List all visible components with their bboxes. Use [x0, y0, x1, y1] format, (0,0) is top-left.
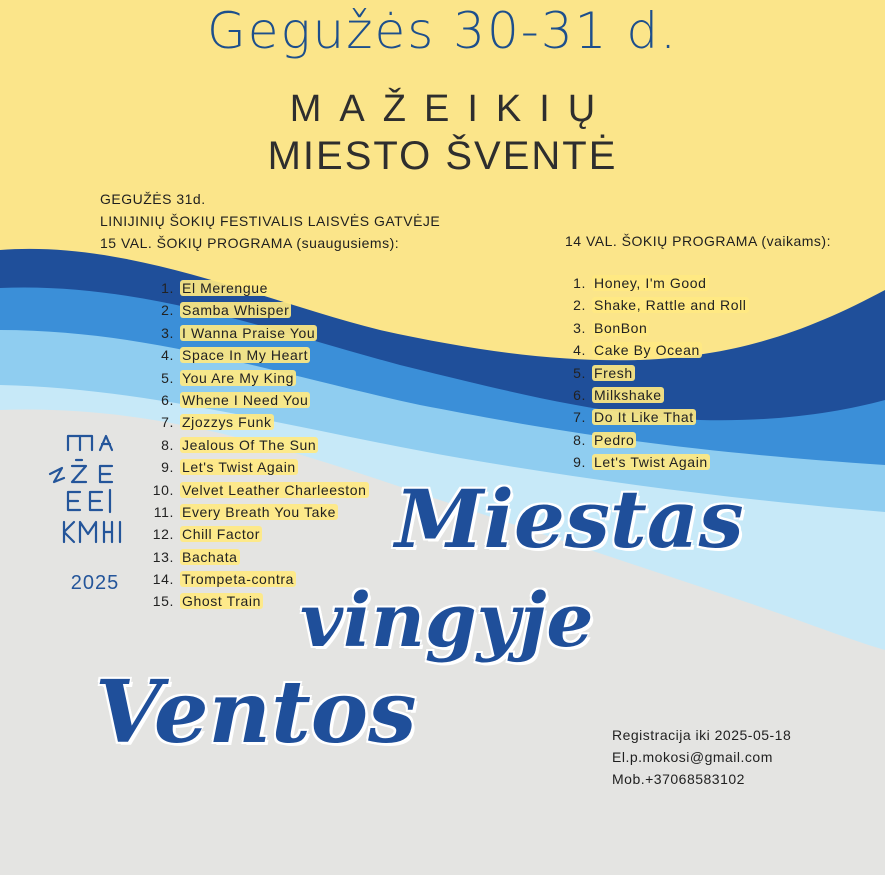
list-item: [148, 523, 369, 545]
list-item: [560, 272, 749, 294]
list-item-title: Let's Twist Again: [182, 459, 296, 476]
slogan-line-1: Miestas: [395, 472, 744, 566]
list-item-title: Ghost Train: [182, 593, 261, 610]
list-item: [148, 501, 369, 523]
list-item-title: Trompeta-contra: [182, 571, 294, 588]
list-item-number: 4.: [573, 342, 586, 359]
list-item: [148, 299, 369, 321]
list-item-title: Chill Factor: [182, 526, 260, 543]
list-item-number: 13.: [152, 548, 174, 565]
list-item-title: Milkshake: [594, 386, 662, 403]
registration-deadline: Registracija iki 2025-05-18: [612, 727, 792, 743]
contact-phone: Mob.+37068583102: [612, 771, 745, 787]
list-item-number: 14.: [152, 571, 174, 588]
list-item-number: 3.: [161, 324, 174, 341]
list-item: [148, 367, 369, 389]
list-item-title: Cake By Ocean: [594, 342, 700, 359]
list-item-number: 12.: [152, 526, 174, 543]
list-item-title: Space In My Heart: [182, 347, 309, 364]
festival-day: GEGUŽĖS 31d.: [100, 191, 206, 207]
adult-dance-list: [148, 277, 369, 613]
list-item-number: 2.: [161, 302, 174, 319]
list-item: [148, 479, 369, 501]
logo-year: 2025: [70, 572, 120, 594]
list-item: [148, 411, 369, 433]
list-item-title: Pedro: [594, 431, 635, 448]
festival-name: LINIJINIŲ ŠOKIŲ FESTIVALIS LAISVĖS GATVĖJE: [100, 213, 441, 229]
list-item-title: Bachata: [182, 548, 238, 565]
list-item-number: 15.: [152, 593, 174, 610]
event-date-title: Gegužės 30-31 d.: [207, 2, 678, 60]
list-item-number: 6.: [573, 386, 586, 403]
list-item: [148, 277, 369, 299]
list-item-number: 7.: [161, 414, 174, 431]
list-item-number: 10.: [152, 481, 174, 498]
adult-program-heading: 15 VAL. ŠOKIŲ PROGRAMA (suaugusiems):: [100, 235, 400, 251]
list-item-title: Shake, Rattle and Roll: [594, 297, 747, 314]
list-item: [560, 317, 749, 339]
list-item-title: Fresh: [594, 364, 633, 381]
list-item: [560, 339, 749, 361]
list-item-number: 8.: [161, 436, 174, 453]
list-item-number: 1.: [573, 275, 586, 291]
list-item: [560, 406, 749, 428]
list-item-title: Honey, I'm Good: [594, 275, 707, 291]
list-item-title: BonBon: [594, 319, 648, 336]
list-item-number: 11.: [153, 503, 174, 520]
list-item-number: 9.: [573, 454, 586, 471]
list-item-title: Let's Twist Again: [594, 454, 708, 471]
list-item-number: 8.: [573, 431, 586, 448]
slogan-line-3: Ventos: [95, 662, 417, 763]
list-item-title: Jealous Of The Sun: [182, 436, 317, 453]
list-item-title: Every Breath You Take: [182, 503, 336, 520]
list-item-title: Samba Whisper: [182, 302, 290, 319]
kids-dance-list: [560, 272, 749, 474]
list-item-number: 2.: [573, 297, 586, 314]
list-item: [148, 546, 369, 568]
list-item-number: 1.: [161, 280, 174, 296]
list-item-title: I Wanna Praise You: [182, 324, 316, 341]
list-item-title: Zjozzys Funk: [182, 414, 272, 431]
list-item-title: Do It Like That: [594, 409, 694, 426]
list-item: [148, 434, 369, 456]
list-item: [560, 384, 749, 406]
list-item-number: 7.: [573, 409, 586, 426]
list-item-number: 5.: [161, 369, 174, 386]
list-item-title: Velvet Leather Charleeston: [182, 481, 367, 498]
list-item-title: You Are My King: [182, 369, 294, 386]
list-item-number: 6.: [161, 391, 174, 408]
slogan-line-2: vingyje: [300, 578, 594, 664]
contact-info: [612, 724, 791, 790]
list-item-number: 9.: [161, 459, 174, 476]
list-item-number: 3.: [573, 319, 586, 336]
list-item-title: El Merengue: [182, 280, 268, 296]
event-name: MIESTO ŠVENTĖ: [267, 134, 618, 178]
kids-program-heading: 14 VAL. ŠOKIŲ PROGRAMA (vaikams):: [565, 233, 831, 249]
list-item-number: 5.: [573, 364, 586, 381]
list-item-number: 4.: [161, 347, 174, 364]
list-item: [148, 389, 369, 411]
program-info: [100, 188, 440, 254]
contact-email: El.p.mokosi@gmail.com: [612, 749, 773, 765]
city-name: MAŽEIKIŲ: [289, 88, 614, 130]
list-item: [148, 322, 369, 344]
list-item-title: Whene I Need You: [182, 391, 309, 408]
list-item: [560, 294, 749, 316]
list-item: [560, 451, 749, 473]
list-item: [148, 344, 369, 366]
list-item: [560, 362, 749, 384]
list-item: [560, 429, 749, 451]
list-item: [148, 456, 369, 478]
